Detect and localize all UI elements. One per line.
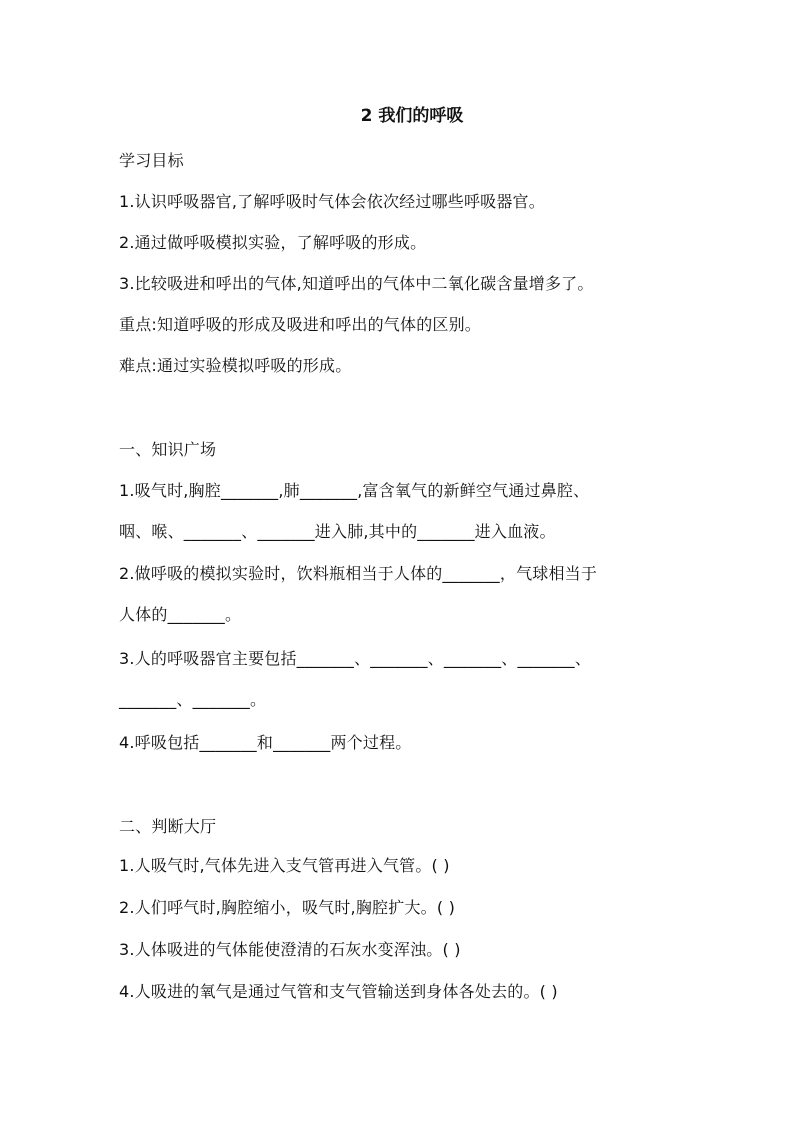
fill-blank-line-2: 咽、喉、_______、_______进入肺,其中的_______进入血液。 — [119, 522, 556, 541]
difficulty-point: 难点:通过实验模拟呼吸的形成。 — [119, 356, 352, 375]
fill-blank-line-1: 1.吸气时,胸腔_______,肺_______,富含氧气的新鲜空气通过鼻腔、 — [119, 481, 590, 500]
fill-blank-line-5: 3.人的呼吸器官主要包括_______、_______、_______、_______、 — [119, 649, 592, 668]
section2-heading: 二、判断大厅 — [119, 817, 217, 836]
fill-blank-line-4: 人体的_______。 — [119, 605, 242, 624]
objective-item-3: 3.比较吸进和呼出的气体,知道呼出的气体中二氧化碳含量增多了。 — [119, 274, 594, 293]
objective-item-1: 1.认识呼吸器官,了解呼吸时气体会依次经过哪些呼吸器官。 — [119, 192, 545, 211]
judgement-item-1: 1.人吸气时,气体先进入支气管再进入气管。( ) — [119, 856, 450, 875]
section1-heading: 一、知识广场 — [119, 440, 217, 459]
key-point: 重点:知道呼吸的形成及吸进和呼出的气体的区别。 — [119, 315, 481, 334]
judgement-item-3: 3.人体吸进的气体能使澄清的石灰水变浑浊。( ) — [119, 940, 461, 959]
page-title: 2 我们的呼吸 — [360, 106, 464, 126]
judgement-item-4: 4.人吸进的氧气是通过气管和支气管输送到身体各处去的。( ) — [119, 982, 558, 1001]
fill-blank-line-7: 4.呼吸包括_______和_______两个过程。 — [119, 733, 412, 752]
judgement-item-2: 2.人们呼气时,胸腔缩小，吸气时,胸腔扩大。( ) — [119, 898, 456, 917]
objective-item-2: 2.通过做呼吸模拟实验，了解呼吸的形成。 — [119, 233, 427, 252]
fill-blank-line-3: 2.做呼吸的模拟实验时，饮料瓶相当于人体的_______，气球相当于 — [119, 564, 598, 583]
objectives-heading: 学习目标 — [119, 151, 184, 170]
fill-blank-line-6: _______、_______。 — [119, 690, 267, 709]
